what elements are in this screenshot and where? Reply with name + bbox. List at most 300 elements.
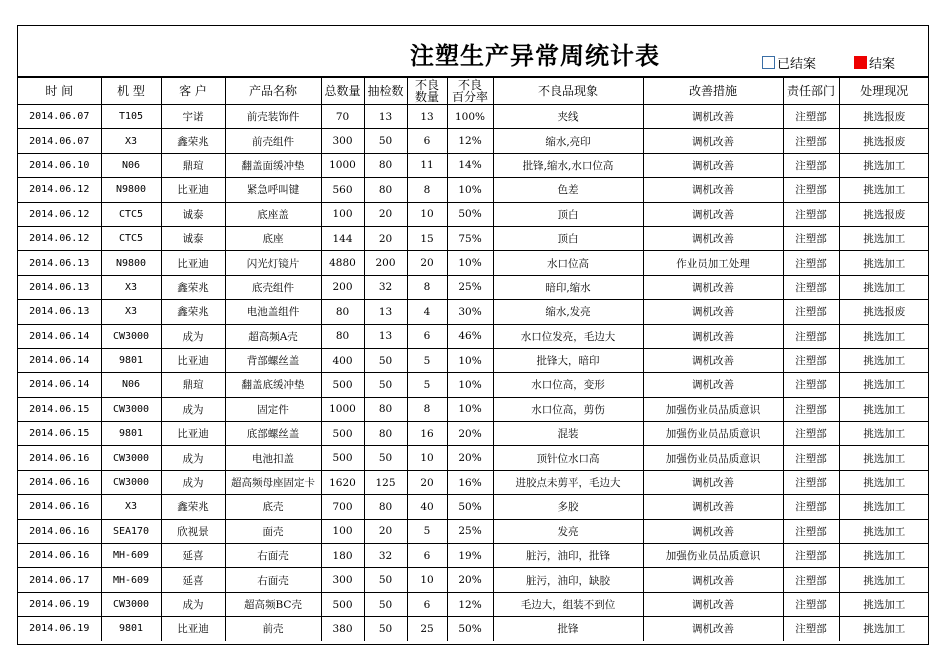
model-cell: MH-609 (101, 568, 161, 592)
date-cell: 2014.06.19 (18, 592, 101, 616)
table-row (18, 129, 929, 153)
model-cell: CW3000 (101, 592, 161, 616)
status-cell: 挑选加工 (839, 470, 929, 494)
table-row (18, 275, 929, 299)
defect-symptom-cell: 多胶 (493, 495, 643, 519)
improvement-cell: 调机改善 (643, 105, 783, 129)
total-qty-cell: 400 (321, 348, 364, 372)
customer-cell: 鼎瑄 (161, 153, 225, 177)
status-cell: 挑选加工 (839, 422, 929, 446)
date-cell: 2014.06.13 (18, 251, 101, 275)
model-cell: N06 (101, 373, 161, 397)
total-qty-cell: 100 (321, 519, 364, 543)
defect-symptom-cell: 批锋 (493, 617, 643, 641)
date-cell: 2014.06.14 (18, 324, 101, 348)
improvement-cell: 调机改善 (643, 348, 783, 372)
defect-qty-cell: 8 (407, 275, 447, 299)
total-qty-cell: 300 (321, 568, 364, 592)
product-cell: 底座 (225, 226, 321, 250)
defect-symptom-cell: 脏污，油印，批锋 (493, 544, 643, 568)
customer-cell: 诚泰 (161, 226, 225, 250)
date-cell: 2014.06.15 (18, 422, 101, 446)
table-row (18, 202, 929, 226)
model-cell: N06 (101, 153, 161, 177)
date-cell: 2014.06.07 (18, 105, 101, 129)
sample-qty-cell: 50 (364, 617, 407, 641)
defect-table (18, 77, 929, 641)
defect-qty-cell: 6 (407, 129, 447, 153)
model-cell: 9801 (101, 617, 161, 641)
model-cell: MH-609 (101, 544, 161, 568)
defect-qty-cell: 6 (407, 324, 447, 348)
status-cell: 挑选报废 (839, 300, 929, 324)
product-cell: 固定件 (225, 397, 321, 421)
customer-cell: 延喜 (161, 544, 225, 568)
improvement-cell: 调机改善 (643, 178, 783, 202)
product-cell: 前壳装饰件 (225, 105, 321, 129)
customer-cell: 宇诺 (161, 105, 225, 129)
sample-qty-cell: 80 (364, 495, 407, 519)
column-header: 抽检数 (364, 78, 407, 105)
dept-cell: 注塑部 (783, 446, 839, 470)
sample-qty-cell: 50 (364, 592, 407, 616)
defect-rate-cell: 14% (447, 153, 493, 177)
defect-symptom-cell: 暗印,缩水 (493, 275, 643, 299)
defect-rate-cell: 12% (447, 592, 493, 616)
table-row (18, 178, 929, 202)
total-qty-cell: 100 (321, 202, 364, 226)
customer-cell: 欣视景 (161, 519, 225, 543)
total-qty-cell: 180 (321, 544, 364, 568)
status-cell: 挑选加工 (839, 373, 929, 397)
column-header: 机 型 (101, 78, 161, 105)
defect-rate-cell: 50% (447, 617, 493, 641)
product-cell: 底座盖 (225, 202, 321, 226)
defect-rate-cell: 20% (447, 568, 493, 592)
model-cell: CW3000 (101, 446, 161, 470)
defect-rate-cell: 19% (447, 544, 493, 568)
total-qty-cell: 200 (321, 275, 364, 299)
customer-cell: 诚泰 (161, 202, 225, 226)
improvement-cell: 调机改善 (643, 153, 783, 177)
defect-qty-cell: 20 (407, 251, 447, 275)
column-header: 处理现况 (839, 78, 929, 105)
improvement-cell: 调机改善 (643, 568, 783, 592)
sample-qty-cell: 32 (364, 544, 407, 568)
column-header: 责任部门 (783, 78, 839, 105)
open-marker-icon (762, 56, 775, 69)
total-qty-cell: 500 (321, 422, 364, 446)
total-qty-cell: 300 (321, 129, 364, 153)
defect-rate-cell: 46% (447, 324, 493, 348)
defect-qty-cell: 11 (407, 153, 447, 177)
status-cell: 挑选报废 (839, 105, 929, 129)
total-qty-cell: 560 (321, 178, 364, 202)
status-cell: 挑选加工 (839, 617, 929, 641)
total-qty-cell: 500 (321, 373, 364, 397)
dept-cell: 注塑部 (783, 470, 839, 494)
status-cell: 挑选加工 (839, 275, 929, 299)
defect-symptom-cell: 缩水,亮印 (493, 129, 643, 153)
improvement-cell: 加强伤业员品质意识 (643, 544, 783, 568)
table-row (18, 226, 929, 250)
date-cell: 2014.06.15 (18, 397, 101, 421)
dept-cell: 注塑部 (783, 275, 839, 299)
sample-qty-cell: 50 (364, 129, 407, 153)
date-cell: 2014.06.14 (18, 373, 101, 397)
status-cell: 挑选加工 (839, 153, 929, 177)
date-cell: 2014.06.17 (18, 568, 101, 592)
dept-cell: 注塑部 (783, 592, 839, 616)
table-row (18, 348, 929, 372)
status-cell: 挑选加工 (839, 544, 929, 568)
defect-rate-cell: 100% (447, 105, 493, 129)
sample-qty-cell: 80 (364, 397, 407, 421)
defect-symptom-cell: 水口位高，剪伤 (493, 397, 643, 421)
defect-symptom-cell: 顶针位水口高 (493, 446, 643, 470)
customer-cell: 鑫荣兆 (161, 495, 225, 519)
improvement-cell: 作业员加工处理 (643, 251, 783, 275)
defect-rate-cell: 50% (447, 495, 493, 519)
status-cell: 挑选加工 (839, 592, 929, 616)
product-cell: 底部螺丝盖 (225, 422, 321, 446)
product-cell: 电池扣盖 (225, 446, 321, 470)
product-cell: 面壳 (225, 519, 321, 543)
column-header: 客 户 (161, 78, 225, 105)
product-cell: 翻盖面缓冲垫 (225, 153, 321, 177)
column-header: 不良 数量 (407, 78, 447, 105)
model-cell: N9800 (101, 251, 161, 275)
table-row (18, 397, 929, 421)
sample-qty-cell: 32 (364, 275, 407, 299)
sample-qty-cell: 80 (364, 422, 407, 446)
legend-open (762, 53, 816, 72)
defect-symptom-cell: 顶白 (493, 202, 643, 226)
legend-open-label: 已结案 (777, 57, 817, 72)
improvement-cell: 调机改善 (643, 202, 783, 226)
defect-qty-cell: 6 (407, 592, 447, 616)
defect-symptom-cell: 夹线 (493, 105, 643, 129)
improvement-cell: 调机改善 (643, 519, 783, 543)
sample-qty-cell: 20 (364, 202, 407, 226)
date-cell: 2014.06.16 (18, 446, 101, 470)
title-bar (18, 26, 928, 77)
defect-rate-cell: 10% (447, 178, 493, 202)
table-row (18, 373, 929, 397)
improvement-cell: 调机改善 (643, 592, 783, 616)
status-cell: 挑选报废 (839, 129, 929, 153)
sample-qty-cell: 125 (364, 470, 407, 494)
column-header: 不良品现象 (493, 78, 643, 105)
model-cell: 9801 (101, 422, 161, 446)
total-qty-cell: 80 (321, 300, 364, 324)
improvement-cell: 调机改善 (643, 226, 783, 250)
customer-cell: 成为 (161, 324, 225, 348)
sample-qty-cell: 200 (364, 251, 407, 275)
dept-cell: 注塑部 (783, 348, 839, 372)
total-qty-cell: 144 (321, 226, 364, 250)
improvement-cell: 调机改善 (643, 129, 783, 153)
product-cell: 翻盖底缓冲垫 (225, 373, 321, 397)
date-cell: 2014.06.10 (18, 153, 101, 177)
improvement-cell: 加强伤业员品质意识 (643, 446, 783, 470)
table-row (18, 592, 929, 616)
table-row (18, 495, 929, 519)
defect-rate-cell: 10% (447, 348, 493, 372)
defect-symptom-cell: 混装 (493, 422, 643, 446)
product-cell: 电池盖组件 (225, 300, 321, 324)
date-cell: 2014.06.19 (18, 617, 101, 641)
sample-qty-cell: 13 (364, 300, 407, 324)
defect-qty-cell: 20 (407, 470, 447, 494)
customer-cell: 比亚迪 (161, 422, 225, 446)
defect-rate-cell: 10% (447, 397, 493, 421)
column-header: 改善措施 (643, 78, 783, 105)
customer-cell: 比亚迪 (161, 251, 225, 275)
sample-qty-cell: 20 (364, 226, 407, 250)
table-row (18, 446, 929, 470)
defect-qty-cell: 6 (407, 544, 447, 568)
table-row (18, 422, 929, 446)
product-cell: 背部螺丝盖 (225, 348, 321, 372)
dept-cell: 注塑部 (783, 129, 839, 153)
legend-closed-label: 结案 (869, 57, 896, 72)
defect-qty-cell: 10 (407, 568, 447, 592)
dept-cell: 注塑部 (783, 617, 839, 641)
date-cell: 2014.06.16 (18, 519, 101, 543)
defect-qty-cell: 40 (407, 495, 447, 519)
model-cell: SEA170 (101, 519, 161, 543)
status-cell: 挑选加工 (839, 226, 929, 250)
header-row (18, 78, 929, 105)
table-row (18, 519, 929, 543)
dept-cell: 注塑部 (783, 397, 839, 421)
defect-rate-cell: 16% (447, 470, 493, 494)
column-header: 时 间 (18, 78, 101, 105)
model-cell: X3 (101, 300, 161, 324)
improvement-cell: 调机改善 (643, 373, 783, 397)
customer-cell: 成为 (161, 592, 225, 616)
customer-cell: 鑫荣兆 (161, 275, 225, 299)
improvement-cell: 加强伤业员品质意识 (643, 422, 783, 446)
sample-qty-cell: 13 (364, 105, 407, 129)
improvement-cell: 调机改善 (643, 275, 783, 299)
defect-rate-cell: 75% (447, 226, 493, 250)
improvement-cell: 调机改善 (643, 324, 783, 348)
total-qty-cell: 1620 (321, 470, 364, 494)
defect-qty-cell: 16 (407, 422, 447, 446)
defect-qty-cell: 25 (407, 617, 447, 641)
defect-rate-cell: 25% (447, 519, 493, 543)
defect-rate-cell: 30% (447, 300, 493, 324)
status-cell: 挑选加工 (839, 568, 929, 592)
model-cell: X3 (101, 129, 161, 153)
table-row (18, 105, 929, 129)
sample-qty-cell: 50 (364, 373, 407, 397)
product-cell: 右面壳 (225, 544, 321, 568)
customer-cell: 鼎瑄 (161, 373, 225, 397)
table-row (18, 300, 929, 324)
defect-symptom-cell: 水口位发亮，毛边大 (493, 324, 643, 348)
improvement-cell: 加强伤业员品质意识 (643, 397, 783, 421)
date-cell: 2014.06.12 (18, 226, 101, 250)
defect-rate-cell: 20% (447, 446, 493, 470)
date-cell: 2014.06.16 (18, 495, 101, 519)
table-row (18, 153, 929, 177)
total-qty-cell: 500 (321, 592, 364, 616)
customer-cell: 延喜 (161, 568, 225, 592)
defect-symptom-cell: 毛边大，组装不到位 (493, 592, 643, 616)
product-cell: 底壳组件 (225, 275, 321, 299)
model-cell: CTC5 (101, 202, 161, 226)
defect-rate-cell: 25% (447, 275, 493, 299)
model-cell: CTC5 (101, 226, 161, 250)
customer-cell: 成为 (161, 397, 225, 421)
column-header: 不良 百分率 (447, 78, 493, 105)
defect-qty-cell: 13 (407, 105, 447, 129)
product-cell: 超高频BC壳 (225, 592, 321, 616)
defect-rate-cell: 12% (447, 129, 493, 153)
table-row (18, 568, 929, 592)
dept-cell: 注塑部 (783, 226, 839, 250)
status-cell: 挑选加工 (839, 495, 929, 519)
defect-symptom-cell: 色差 (493, 178, 643, 202)
total-qty-cell: 380 (321, 617, 364, 641)
sample-qty-cell: 20 (364, 519, 407, 543)
defect-qty-cell: 8 (407, 397, 447, 421)
table-row (18, 324, 929, 348)
status-cell: 挑选加工 (839, 446, 929, 470)
table-row (18, 470, 929, 494)
sample-qty-cell: 80 (364, 178, 407, 202)
customer-cell: 鑫荣兆 (161, 129, 225, 153)
dept-cell: 注塑部 (783, 422, 839, 446)
defect-rate-cell: 20% (447, 422, 493, 446)
product-cell: 前壳组件 (225, 129, 321, 153)
status-cell: 挑选加工 (839, 324, 929, 348)
defect-rate-cell: 10% (447, 373, 493, 397)
improvement-cell: 调机改善 (643, 470, 783, 494)
model-cell: N9800 (101, 178, 161, 202)
total-qty-cell: 1000 (321, 153, 364, 177)
report-sheet (17, 25, 929, 645)
defect-symptom-cell: 批锋,缩水,水口位高 (493, 153, 643, 177)
sample-qty-cell: 50 (364, 348, 407, 372)
defect-symptom-cell: 脏污，油印，缺胶 (493, 568, 643, 592)
total-qty-cell: 80 (321, 324, 364, 348)
dept-cell: 注塑部 (783, 544, 839, 568)
status-cell: 挑选加工 (839, 519, 929, 543)
customer-cell: 鑫荣兆 (161, 300, 225, 324)
dept-cell: 注塑部 (783, 495, 839, 519)
defect-symptom-cell: 批锋大，暗印 (493, 348, 643, 372)
improvement-cell: 调机改善 (643, 300, 783, 324)
defect-qty-cell: 8 (407, 178, 447, 202)
defect-qty-cell: 5 (407, 373, 447, 397)
report-title: 注塑生产异常周统计表 (410, 42, 660, 70)
improvement-cell: 调机改善 (643, 495, 783, 519)
customer-cell: 成为 (161, 470, 225, 494)
model-cell: X3 (101, 495, 161, 519)
product-cell: 紧急呼叫键 (225, 178, 321, 202)
dept-cell: 注塑部 (783, 153, 839, 177)
model-cell: CW3000 (101, 397, 161, 421)
model-cell: X3 (101, 275, 161, 299)
defect-qty-cell: 10 (407, 202, 447, 226)
total-qty-cell: 70 (321, 105, 364, 129)
defect-symptom-cell: 水口位高 (493, 251, 643, 275)
table-row (18, 251, 929, 275)
defect-symptom-cell: 水口位高，变形 (493, 373, 643, 397)
table-row (18, 544, 929, 568)
date-cell: 2014.06.07 (18, 129, 101, 153)
date-cell: 2014.06.13 (18, 275, 101, 299)
total-qty-cell: 500 (321, 446, 364, 470)
dept-cell: 注塑部 (783, 519, 839, 543)
model-cell: CW3000 (101, 470, 161, 494)
date-cell: 2014.06.12 (18, 178, 101, 202)
defect-symptom-cell: 进胶点未剪平，毛边大 (493, 470, 643, 494)
defect-symptom-cell: 缩水,发亮 (493, 300, 643, 324)
column-header: 产品名称 (225, 78, 321, 105)
defect-qty-cell: 5 (407, 348, 447, 372)
product-cell: 闪光灯镜片 (225, 251, 321, 275)
customer-cell: 比亚迪 (161, 348, 225, 372)
table-row (18, 617, 929, 641)
status-cell: 挑选加工 (839, 178, 929, 202)
dept-cell: 注塑部 (783, 105, 839, 129)
defect-qty-cell: 15 (407, 226, 447, 250)
product-cell: 前壳 (225, 617, 321, 641)
total-qty-cell: 4880 (321, 251, 364, 275)
sample-qty-cell: 50 (364, 568, 407, 592)
date-cell: 2014.06.14 (18, 348, 101, 372)
improvement-cell: 调机改善 (643, 617, 783, 641)
defect-rate-cell: 10% (447, 251, 493, 275)
model-cell: T105 (101, 105, 161, 129)
dept-cell: 注塑部 (783, 251, 839, 275)
defect-symptom-cell: 顶白 (493, 226, 643, 250)
model-cell: CW3000 (101, 324, 161, 348)
date-cell: 2014.06.12 (18, 202, 101, 226)
defect-qty-cell: 5 (407, 519, 447, 543)
dept-cell: 注塑部 (783, 568, 839, 592)
total-qty-cell: 1000 (321, 397, 364, 421)
status-cell: 挑选加工 (839, 397, 929, 421)
customer-cell: 比亚迪 (161, 617, 225, 641)
sample-qty-cell: 13 (364, 324, 407, 348)
total-qty-cell: 700 (321, 495, 364, 519)
product-cell: 底壳 (225, 495, 321, 519)
defect-rate-cell: 50% (447, 202, 493, 226)
dept-cell: 注塑部 (783, 202, 839, 226)
product-cell: 超高频母座固定卡 (225, 470, 321, 494)
customer-cell: 比亚迪 (161, 178, 225, 202)
defect-symptom-cell: 发亮 (493, 519, 643, 543)
dept-cell: 注塑部 (783, 300, 839, 324)
date-cell: 2014.06.13 (18, 300, 101, 324)
dept-cell: 注塑部 (783, 373, 839, 397)
dept-cell: 注塑部 (783, 178, 839, 202)
closed-marker-icon (854, 56, 867, 69)
model-cell: 9801 (101, 348, 161, 372)
column-header: 总数量 (321, 78, 364, 105)
date-cell: 2014.06.16 (18, 544, 101, 568)
date-cell: 2014.06.16 (18, 470, 101, 494)
sample-qty-cell: 50 (364, 446, 407, 470)
status-cell: 挑选加工 (839, 348, 929, 372)
product-cell: 超高频A壳 (225, 324, 321, 348)
